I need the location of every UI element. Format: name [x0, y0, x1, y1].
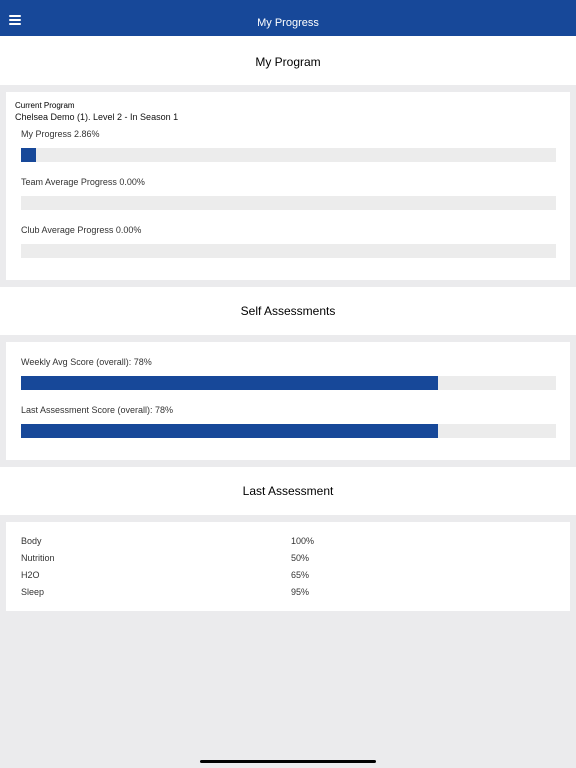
- my-program-title: My Program: [255, 55, 321, 69]
- team-average-bar: [21, 196, 556, 210]
- my-progress-fill: [21, 148, 36, 162]
- program-card: [6, 92, 570, 280]
- page-title: My Progress: [257, 17, 319, 29]
- assessment-row-value: 65%: [291, 570, 310, 580]
- weekly-avg-fill: [21, 376, 438, 390]
- my-progress-label: My Progress 2.86%: [21, 129, 100, 139]
- my-program-header: [0, 36, 576, 85]
- my-progress-bar: [21, 148, 556, 162]
- club-average-label: Club Average Progress 0.00%: [21, 225, 142, 235]
- weekly-avg-bar: [21, 376, 556, 390]
- assessment-row-name: H2O: [21, 570, 40, 580]
- last-assessment-header: [0, 467, 576, 515]
- assessment-row-value: 100%: [291, 536, 315, 546]
- club-average-bar: [21, 244, 556, 258]
- assessment-row-name: Sleep: [21, 587, 45, 597]
- last-score-fill: [21, 424, 438, 438]
- current-program-value: Chelsea Demo (1). Level 2 - In Season 1: [15, 112, 179, 122]
- self-assessments-header: [0, 287, 576, 335]
- weekly-avg-label: Weekly Avg Score (overall): 78%: [21, 357, 152, 367]
- current-program-label: Current Program: [15, 101, 75, 110]
- top-nav-bar: [0, 0, 576, 36]
- self-assessments-card: [6, 342, 570, 460]
- assessment-row-value: 95%: [291, 587, 310, 597]
- home-indicator[interactable]: [200, 760, 376, 763]
- last-assessment-title: Last Assessment: [242, 484, 334, 498]
- team-average-label: Team Average Progress 0.00%: [21, 177, 145, 187]
- self-assessments-title: Self Assessments: [240, 304, 336, 318]
- last-assessment-card: [6, 522, 570, 611]
- assessment-row-name: Body: [21, 536, 42, 546]
- assessment-row-value: 50%: [291, 553, 310, 563]
- assessment-row-name: Nutrition: [21, 553, 55, 563]
- last-score-label: Last Assessment Score (overall): 78%: [21, 405, 174, 415]
- last-score-bar: [21, 424, 556, 438]
